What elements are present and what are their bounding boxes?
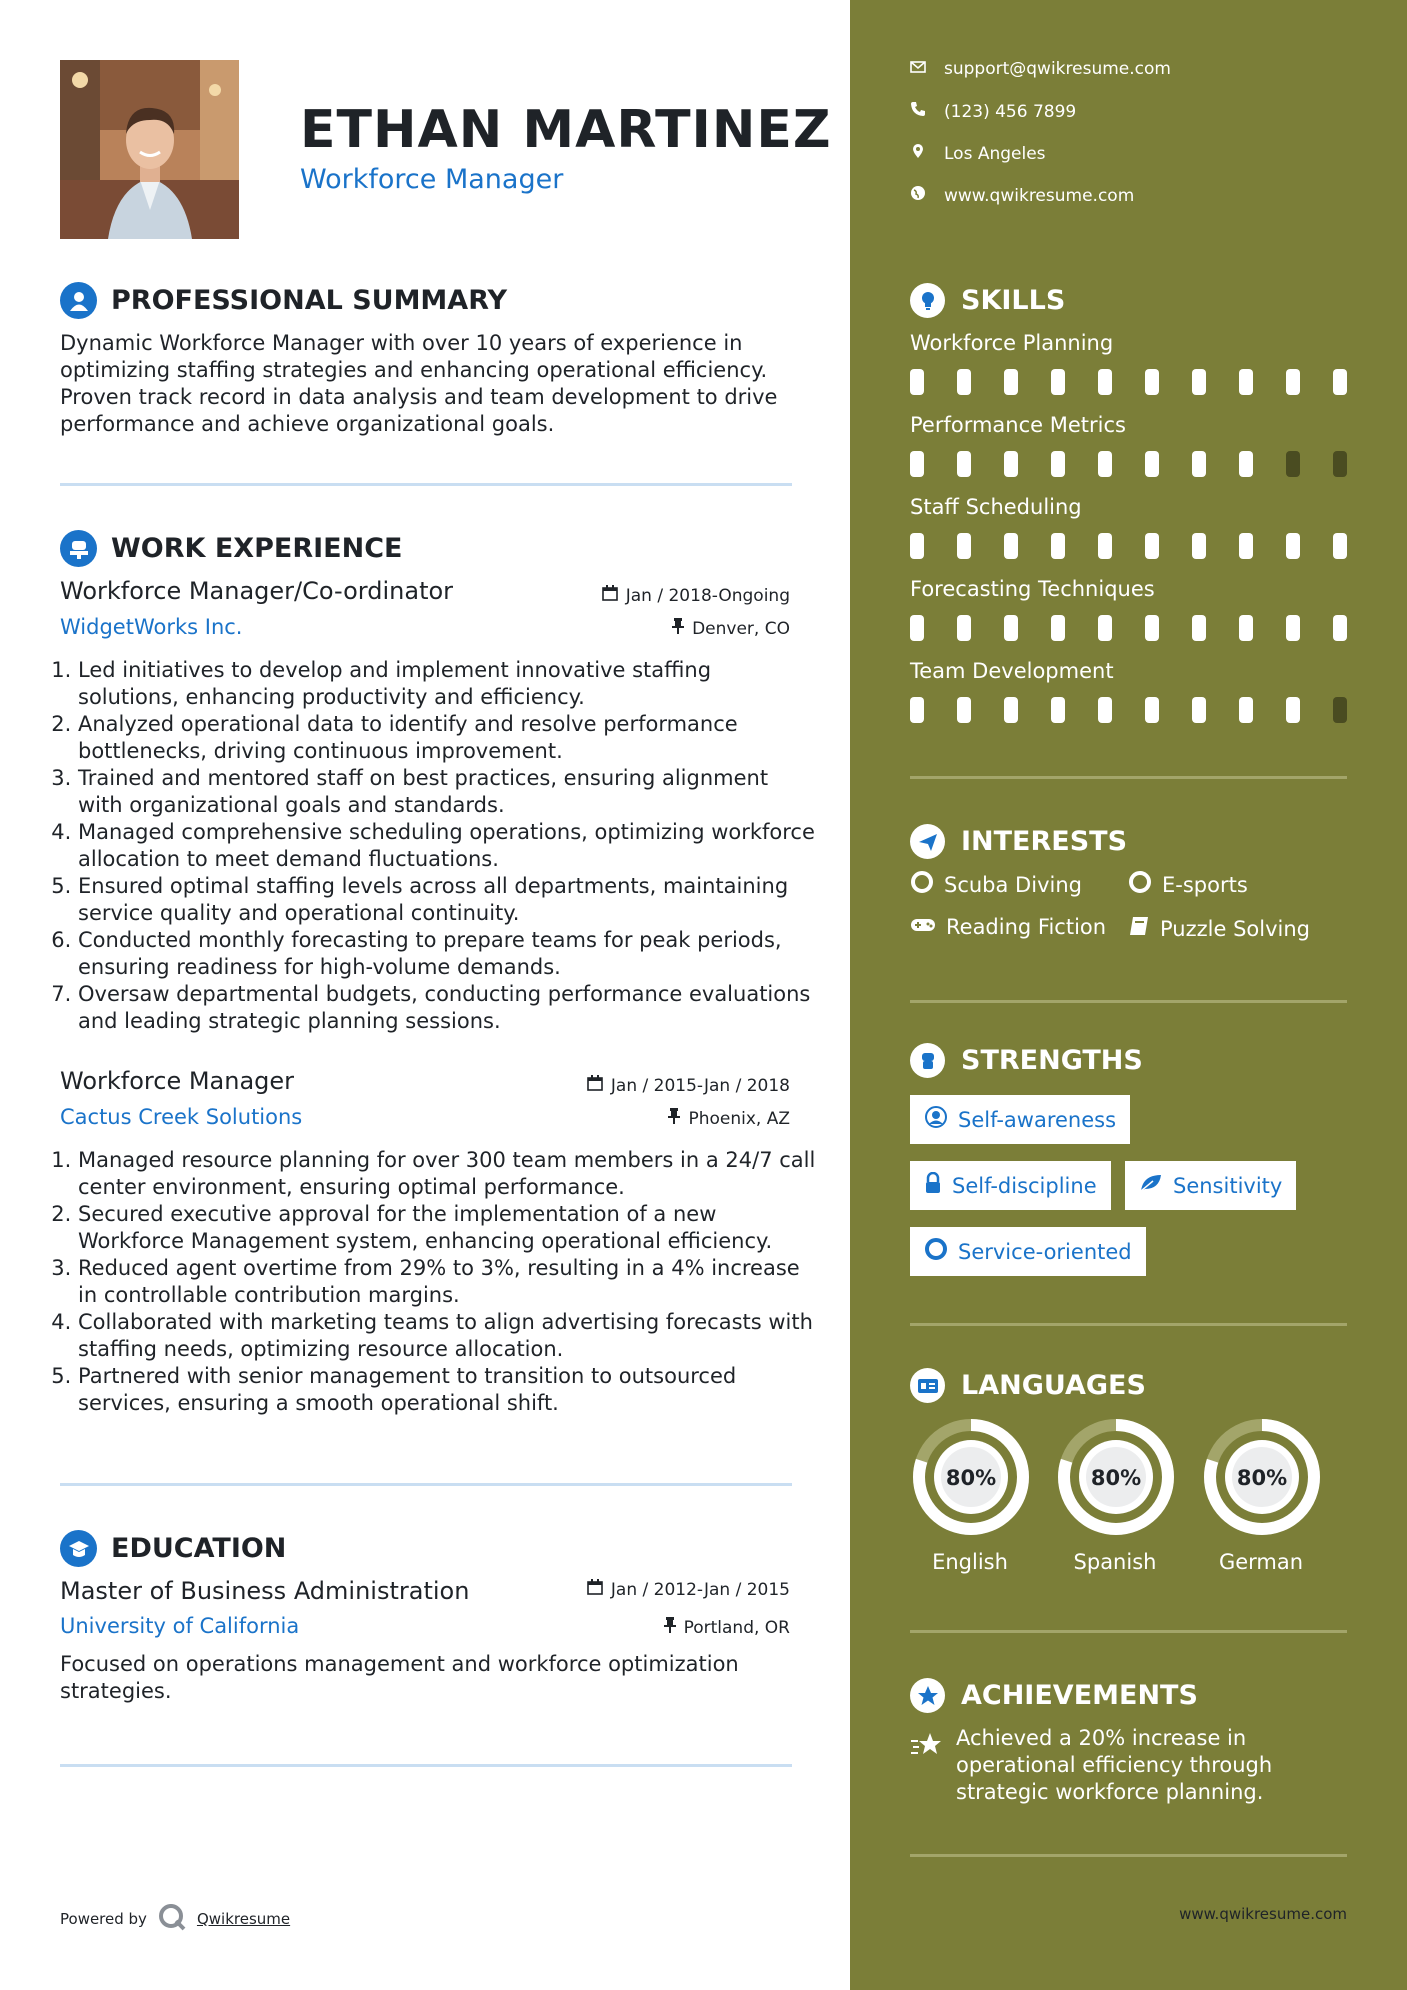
list-item: 1. Managed resource planning for over 300 team members in a 24/7 call center environment, ensuring optimal performance. — [78, 1147, 818, 1201]
footer-website[interactable]: www.qwikresume.com — [1179, 1905, 1347, 1923]
language-ring — [1055, 1416, 1177, 1538]
skill-dot-filled — [1004, 369, 1018, 395]
skill-dot-empty — [1286, 451, 1300, 477]
skill-dot-filled — [910, 369, 924, 395]
skill-dot-filled — [1051, 369, 1065, 395]
experience-heading — [60, 530, 402, 567]
list-item: 5. Partnered with senior management to transition to outsourced services, ensuring a smooth operational shift. — [78, 1363, 818, 1417]
skill-dot-filled — [1286, 369, 1300, 395]
book-icon — [1128, 915, 1150, 942]
list-item: 2. Analyzed operational data to identify and resolve performance bottlenecks, driving continuous improvement. — [78, 711, 818, 765]
job-dates — [587, 1075, 790, 1096]
school-name: University of California — [60, 1614, 300, 1638]
sparkle-star-icon — [910, 1730, 944, 1764]
skills-heading — [910, 283, 1065, 318]
interest-item — [910, 915, 1106, 939]
globe-icon — [910, 185, 926, 206]
skill-dot-filled — [1145, 369, 1159, 395]
skill-dot-filled — [1004, 697, 1018, 723]
user-icon — [60, 282, 97, 319]
pin-icon — [668, 1108, 680, 1129]
languages-heading — [910, 1368, 1146, 1403]
skill-name: Team Development — [910, 659, 1114, 683]
skill-rating — [910, 451, 1380, 477]
qwikresume-logo-icon — [157, 1902, 187, 1936]
user-circle-icon — [924, 1105, 948, 1134]
divider — [60, 1483, 792, 1486]
job-dates-text: Jan / 2015-Jan / 2018 — [610, 1075, 790, 1096]
skill-dot-filled — [957, 697, 971, 723]
strength-chip — [910, 1161, 1111, 1210]
skill-dot-filled — [1192, 369, 1206, 395]
interest-item — [1128, 915, 1310, 942]
interest-label: E-sports — [1162, 872, 1248, 897]
skill-rating — [910, 369, 1380, 395]
skill-dot-filled — [1333, 369, 1347, 395]
skill-name: Workforce Planning — [910, 331, 1114, 355]
list-item: 4. Collaborated with marketing teams to align advertising forecasts with staffing needs, optimizing resource allocation. — [78, 1309, 818, 1363]
strength-label: Self-awareness — [958, 1107, 1117, 1132]
strength-label: Self-discipline — [952, 1173, 1097, 1198]
language-ring — [1201, 1416, 1323, 1538]
job-bullets — [60, 657, 818, 1035]
education-dates — [587, 1579, 790, 1600]
skill-dot-filled — [1098, 697, 1112, 723]
skill-dot-filled — [1239, 451, 1253, 477]
skills-title: SKILLS — [961, 285, 1066, 316]
skill-dot-filled — [1286, 615, 1300, 641]
calendar-icon — [587, 1579, 603, 1600]
job-company: WidgetWorks Inc. — [60, 615, 243, 639]
skill-dot-filled — [1145, 533, 1159, 559]
job-dates — [602, 585, 790, 606]
skill-dot-filled — [1098, 369, 1112, 395]
skill-dot-filled — [1192, 533, 1206, 559]
strength-chip — [1125, 1161, 1296, 1210]
achievements-title: ACHIEVEMENTS — [961, 1680, 1198, 1711]
lightbulb-icon — [910, 283, 945, 318]
skill-dot-filled — [1051, 697, 1065, 723]
sidebar — [850, 0, 1407, 1990]
strengths-heading — [910, 1043, 1143, 1078]
profile-photo — [60, 60, 239, 239]
skill-dot-filled — [1192, 615, 1206, 641]
list-item: 7. Oversaw departmental budgets, conducting performance evaluations and leading strategic planning sessions. — [78, 981, 818, 1035]
strength-chip — [910, 1095, 1130, 1144]
skill-dot-filled — [1239, 533, 1253, 559]
calendar-icon — [602, 585, 618, 606]
contact-website[interactable] — [910, 185, 1134, 206]
list-item: 3. Reduced agent overtime from 29% to 3%, resulting in a 4% increase in controllable contribution margins. — [78, 1255, 818, 1309]
graduation-cap-icon — [60, 1530, 97, 1567]
pin-icon — [672, 618, 684, 639]
skill-dot-filled — [910, 615, 924, 641]
job-location — [672, 618, 790, 639]
degree-title: Master of Business Administration — [60, 1577, 470, 1605]
leaf-icon — [1139, 1173, 1163, 1198]
divider — [910, 1000, 1347, 1003]
pin-icon — [664, 1617, 676, 1638]
skill-dot-empty — [1333, 697, 1347, 723]
skill-rating — [910, 533, 1380, 559]
achievements-heading — [910, 1678, 1198, 1713]
lifebuoy-icon — [924, 1237, 948, 1266]
skill-dot-filled — [910, 451, 924, 477]
skill-dot-filled — [1145, 697, 1159, 723]
divider — [60, 483, 792, 486]
language-item — [910, 1416, 1030, 1574]
experience-title: WORK EXPERIENCE — [111, 533, 403, 564]
language-name: English — [932, 1550, 1008, 1574]
list-item: 4. Managed comprehensive scheduling operations, optimizing workforce allocation to meet demand fluctuations. — [78, 819, 818, 873]
lifebuoy-icon — [1128, 870, 1152, 899]
candidate-name: ETHAN MARTINEZ — [300, 100, 832, 160]
contact-phone[interactable] — [910, 101, 1076, 122]
strength-label: Service-oriented — [958, 1239, 1132, 1264]
interest-label: Reading Fiction — [946, 915, 1107, 939]
skill-name: Staff Scheduling — [910, 495, 1082, 519]
skill-dot-filled — [1051, 615, 1065, 641]
skill-dot-filled — [1004, 451, 1018, 477]
skill-dot-filled — [1098, 451, 1112, 477]
skill-dot-filled — [1145, 615, 1159, 641]
skill-dot-filled — [1286, 697, 1300, 723]
job-title: Workforce Manager/Co-ordinator — [60, 577, 454, 605]
candidate-role: Workforce Manager — [300, 164, 564, 195]
fist-icon — [910, 1043, 945, 1078]
skill-name: Forecasting Techniques — [910, 577, 1155, 601]
skill-name: Performance Metrics — [910, 413, 1126, 437]
skill-dot-filled — [1192, 697, 1206, 723]
list-item: 5. Ensured optimal staffing levels across all departments, maintaining service quality and operational continuity. — [78, 873, 818, 927]
skill-dot-filled — [1239, 697, 1253, 723]
summary-title: PROFESSIONAL SUMMARY — [111, 285, 508, 316]
skill-dot-filled — [1051, 533, 1065, 559]
strength-chip — [910, 1227, 1146, 1276]
education-location — [664, 1617, 790, 1638]
interest-item — [910, 870, 1082, 899]
contact-location-text: Los Angeles — [944, 143, 1046, 164]
language-percent: 80% — [945, 1466, 997, 1490]
envelope-icon — [910, 59, 926, 79]
job-location-text: Phoenix, AZ — [688, 1108, 790, 1129]
skill-dot-filled — [1333, 615, 1347, 641]
languages-title: LANGUAGES — [961, 1370, 1146, 1401]
language-percent: 80% — [1236, 1466, 1288, 1490]
skill-rating — [910, 615, 1380, 641]
briefcase-icon — [60, 530, 97, 567]
lock-icon — [924, 1172, 942, 1199]
divider — [60, 1764, 792, 1767]
skill-dot-filled — [1098, 533, 1112, 559]
phone-icon — [910, 101, 926, 122]
contact-email[interactable] — [910, 59, 1171, 79]
interests-heading — [910, 824, 1127, 859]
skill-dot-filled — [1333, 533, 1347, 559]
strength-label: Sensitivity — [1173, 1173, 1283, 1198]
summary-heading — [60, 282, 507, 319]
divider — [910, 1323, 1347, 1326]
skill-dot-filled — [1004, 533, 1018, 559]
education-dates-text: Jan / 2012-Jan / 2015 — [610, 1579, 790, 1600]
language-item — [1055, 1416, 1175, 1574]
skill-dot-filled — [1286, 533, 1300, 559]
lifebuoy-icon — [910, 870, 934, 899]
paper-plane-icon — [910, 824, 945, 859]
education-heading — [60, 1530, 286, 1567]
strengths-title: STRENGTHS — [961, 1045, 1143, 1076]
skill-dot-filled — [910, 533, 924, 559]
gamepad-icon — [910, 915, 936, 939]
contact-phone-text: (123) 456 7899 — [944, 101, 1077, 122]
calendar-icon — [587, 1075, 603, 1096]
interests-title: INTERESTS — [961, 826, 1128, 857]
skill-dot-filled — [957, 451, 971, 477]
skill-rating — [910, 697, 1380, 723]
interest-item — [1128, 870, 1248, 899]
education-location-text: Portland, OR — [683, 1617, 790, 1638]
education-text: Focused on operations management and workforce optimization strategies. — [60, 1652, 739, 1703]
skill-dot-filled — [1192, 451, 1206, 477]
skill-dot-filled — [1145, 451, 1159, 477]
contact-location — [910, 143, 1046, 164]
skill-dot-empty — [1333, 451, 1347, 477]
language-ring — [910, 1416, 1032, 1538]
language-item — [1201, 1416, 1321, 1574]
list-item: 3. Trained and mentored staff on best practices, ensuring alignment with organizational goals and standards. — [78, 765, 818, 819]
skill-dot-filled — [957, 369, 971, 395]
divider — [910, 776, 1347, 779]
powered-brand-link[interactable]: Qwikresume — [196, 1910, 291, 1928]
language-percent: 80% — [1090, 1466, 1142, 1490]
job-location — [668, 1108, 790, 1129]
map-pin-icon — [910, 143, 926, 164]
powered-label: Powered by — [60, 1910, 147, 1928]
skill-dot-filled — [957, 615, 971, 641]
education-title: EDUCATION — [111, 1533, 287, 1564]
language-name: Spanish — [1073, 1550, 1157, 1574]
contact-website-text: www.qwikresume.com — [944, 185, 1135, 206]
interest-label: Scuba Diving — [944, 872, 1082, 897]
list-item: 1. Led initiatives to develop and implement innovative staffing solutions, enhancing productivity and efficiency. — [78, 657, 818, 711]
summary-text: Dynamic Workforce Manager with over 10 years of experience in optimizing staffing strategies and enhancing operational efficiency. Proven track record in data analysis and team development to drive performance and achieve organizational goals. — [60, 331, 778, 436]
star-badge-icon — [910, 1678, 945, 1713]
job-location-text: Denver, CO — [692, 618, 790, 639]
skill-dot-filled — [1098, 615, 1112, 641]
list-item: 2. Secured executive approval for the implementation of a new Workforce Management system, enhancing operational efficiency. — [78, 1201, 818, 1255]
powered-by — [60, 1902, 290, 1936]
divider — [910, 1630, 1347, 1633]
interest-label: Puzzle Solving — [1160, 916, 1310, 941]
skill-dot-filled — [1239, 615, 1253, 641]
language-icon — [910, 1368, 945, 1403]
job-company: Cactus Creek Solutions — [60, 1105, 303, 1129]
job-dates-text: Jan / 2018-Ongoing — [625, 585, 790, 606]
contact-email-text: support@qwikresume.com — [944, 59, 1171, 79]
language-name: German — [1218, 1550, 1304, 1574]
skill-dot-filled — [1239, 369, 1253, 395]
skill-dot-filled — [910, 697, 924, 723]
list-item: 6. Conducted monthly forecasting to prepare teams for peak periods, ensuring readiness for high-volume demands. — [78, 927, 818, 981]
divider — [910, 1854, 1347, 1857]
job-bullets — [60, 1147, 818, 1417]
achievement-text: Achieved a 20% increase in operational efficiency through strategic workforce planning. — [956, 1726, 1273, 1804]
skill-dot-filled — [1051, 451, 1065, 477]
skill-dot-filled — [1004, 615, 1018, 641]
skill-dot-filled — [957, 533, 971, 559]
job-title: Workforce Manager — [60, 1067, 295, 1095]
